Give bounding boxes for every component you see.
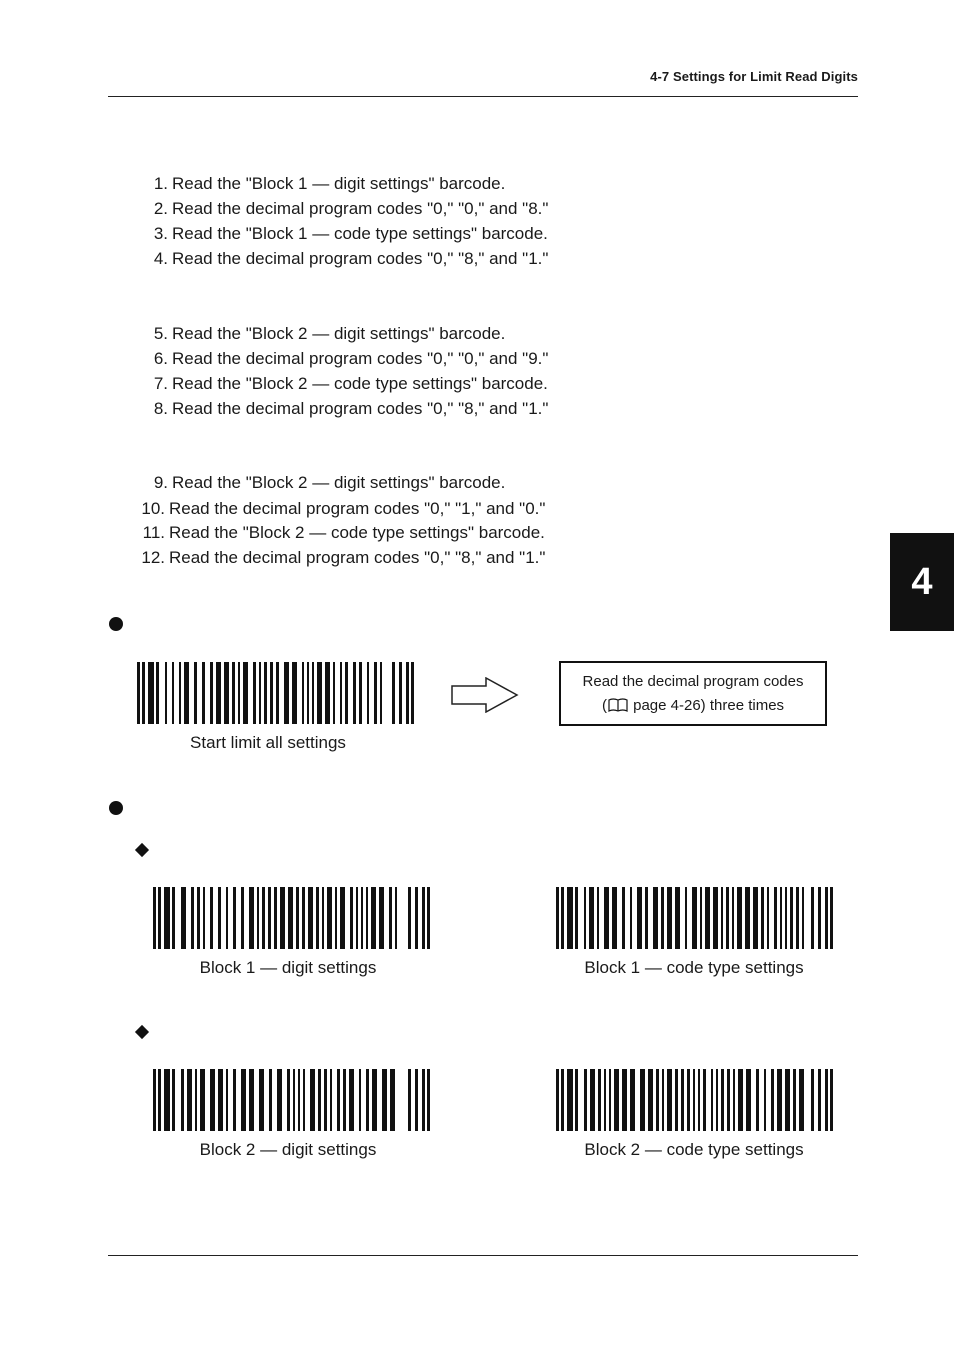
step-item: 9. Read the "Block 2 — digit settings" barcode.: [153, 473, 506, 492]
block2-digit-barcode: [153, 1069, 430, 1131]
block1-digit-barcode: [153, 887, 430, 949]
step-item: 11. Read the "Block 2 — code type settings" barcode.: [142, 523, 545, 542]
step-item: 3. Read the "Block 1 — code type settings" barcode.: [153, 224, 548, 243]
start-limit-label: Start limit all settings: [190, 733, 346, 752]
block1-digit-label: Block 1 — digit settings: [199, 958, 377, 977]
start-limit-barcode: [137, 662, 414, 724]
footer-rule: [108, 1255, 858, 1256]
step-item: 6. Read the decimal program codes "0," "0," and "9.": [153, 349, 549, 368]
step-item: 12. Read the decimal program codes "0," "8," and "1.": [141, 548, 546, 567]
block2-code-label: Block 2 — code type settings: [584, 1140, 804, 1159]
step-item: 8. Read the decimal program codes "0," "8," and "1.": [153, 399, 549, 418]
block1-code-label: Block 1 — code type settings: [584, 958, 804, 977]
right-arrow-icon: [451, 677, 519, 713]
note-line1: Read the decimal program codes: [582, 672, 804, 690]
note-line2: ( page 4-26) three times: [601, 696, 785, 714]
step-item: 1. Read the "Block 1 — digit settings" barcode.: [153, 174, 506, 193]
diamond-bullet: [135, 1025, 149, 1039]
bullet-dot: [109, 617, 123, 631]
header-rule: [108, 96, 858, 97]
section-title: 4-7 Settings for Limit Read Digits: [650, 69, 858, 84]
step-item: 10. Read the decimal program codes "0," "1," and "0.": [141, 499, 546, 518]
step-item: 2. Read the decimal program codes "0," "0," and "8.": [153, 199, 549, 218]
note-box: [559, 661, 827, 726]
block2-code-barcode: [556, 1069, 833, 1131]
chapter-tab: 4: [890, 533, 954, 631]
book-icon: [608, 698, 628, 712]
diamond-bullet: [135, 843, 149, 857]
step-item: 4. Read the decimal program codes "0," "8," and "1.": [153, 249, 549, 268]
step-item: 7. Read the "Block 2 — code type settings" barcode.: [153, 374, 548, 393]
step-item: 5. Read the "Block 2 — digit settings" barcode.: [153, 324, 506, 343]
block2-digit-label: Block 2 — digit settings: [199, 1140, 377, 1159]
block1-code-barcode: [556, 887, 833, 949]
bullet-dot: [109, 801, 123, 815]
